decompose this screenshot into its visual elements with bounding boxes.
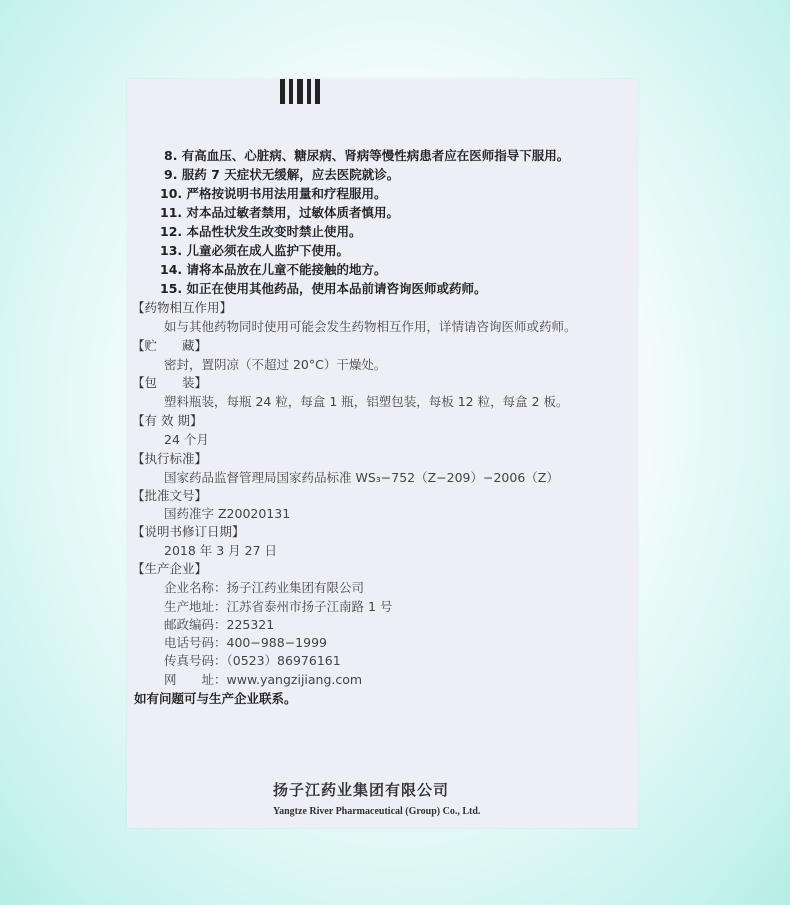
- manufacturer-phone: 电话号码：400−988−1999: [164, 635, 327, 650]
- section-heading-manufacturer: 【生产企业】: [132, 561, 208, 576]
- warning-item: 15. 如正在使用其他药品，使用本品前请咨询医师或药师。: [160, 281, 487, 296]
- manufacturer-name: 企业名称：扬子江药业集团有限公司: [164, 580, 365, 595]
- warning-item: 12. 本品性状发生改变时禁止使用。: [160, 224, 362, 239]
- contact-note: 如有问题可与生产企业联系。: [134, 691, 297, 706]
- section-text-package: 塑料瓶装，每瓶 24 粒，每盒 1 瓶，铝塑包装，每板 12 粒，每盒 2 板。: [164, 394, 569, 409]
- section-text-storage: 密封，置阴凉（不超过 20°C）干燥处。: [164, 357, 387, 372]
- manufacturer-website: 网 址：www.yangzijiang.com: [164, 672, 363, 687]
- section-text-validity: 24 个月: [164, 432, 209, 447]
- company-logo-english: Yangtze River Pharmaceutical (Group) Co., Ltd.: [273, 806, 481, 817]
- section-heading-standard: 【执行标准】: [132, 451, 208, 466]
- package-insert-paper: [127, 79, 638, 828]
- warning-item: 11. 对本品过敏者禁用，过敏体质者慎用。: [160, 205, 399, 220]
- section-text-interaction: 如与其他药物同时使用可能会发生药物相互作用，详情请咨询医师或药师。: [164, 319, 577, 334]
- section-heading-revision: 【说明书修订日期】: [132, 524, 245, 539]
- section-text-approval: 国药准字 Z20020131: [164, 506, 291, 521]
- section-heading-validity: 【有 效 期】: [132, 413, 203, 428]
- section-heading-approval: 【批准文号】: [132, 488, 208, 503]
- warning-item: 14. 请将本品放在儿童不能接触的地方。: [160, 262, 387, 277]
- section-text-standard: 国家药品监督管理局国家药品标准 WS₃−752（Z−209）−2006（Z）: [164, 470, 559, 485]
- section-text-revision: 2018 年 3 月 27 日: [164, 543, 278, 558]
- warning-item: 10. 严格按说明书用法用量和疗程服用。: [160, 186, 387, 201]
- manufacturer-postcode: 邮政编码：225321: [164, 617, 275, 632]
- manufacturer-address: 生产地址：江苏省泰州市扬子江南路 1 号: [164, 599, 393, 614]
- company-logo-chinese: 扬子江药业集团有限公司: [273, 781, 450, 799]
- manufacturer-fax: 传真号码：（0523）86976161: [164, 653, 341, 668]
- section-heading-package: 【包 装】: [132, 375, 208, 390]
- section-heading-interaction: 【药物相互作用】: [132, 300, 233, 315]
- barcode: [280, 79, 324, 104]
- section-heading-storage: 【贮 藏】: [132, 338, 208, 353]
- warning-item: 8. 有高血压、心脏病、糖尿病、肾病等慢性病患者应在医师指导下服用。: [164, 148, 570, 163]
- warning-item: 9. 服药 7 天症状无缓解，应去医院就诊。: [164, 167, 400, 182]
- warning-item: 13. 儿童必须在成人监护下使用。: [160, 243, 349, 258]
